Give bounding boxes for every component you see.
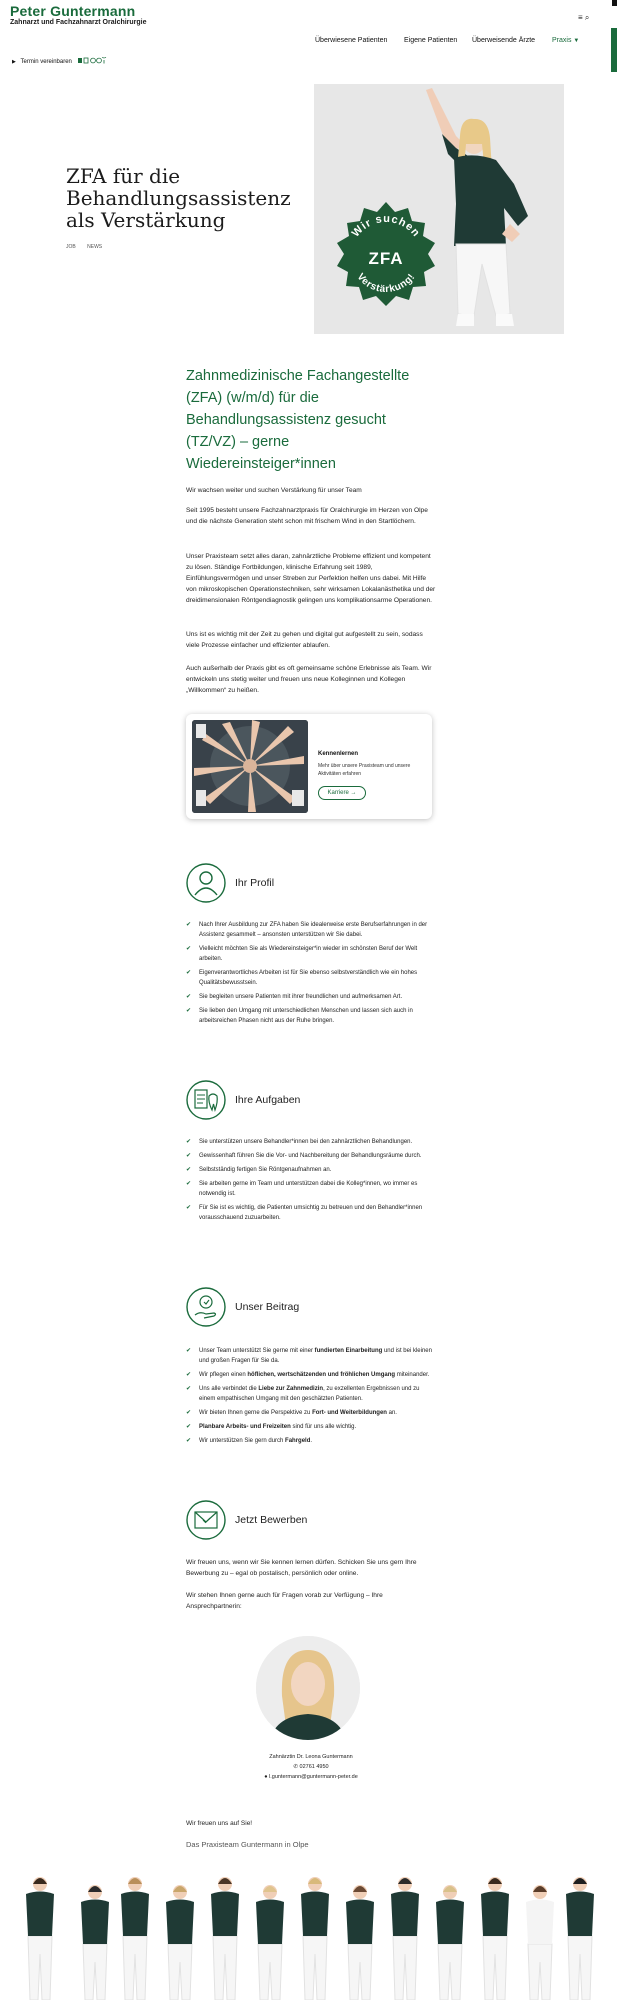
section-title-beitrag: Unser Beitrag [235, 1301, 300, 1313]
intro-paragraph-2: Seit 1995 besteht unsere Fachzahnarztpraxis für Oralchirurgie im Herzen von Olpe und die nächste Generation steht schon mit frischem Wind in den Startlöchern. [186, 507, 428, 525]
contact-icons [78, 57, 112, 64]
hero-tags [66, 244, 112, 250]
termin-label: Termin vereinbaren [20, 59, 72, 65]
bewerben-paragraph-1: Wir freuen uns, wenn wir Sie kennen lernen dürfen. Schicken Sie uns gern Ihre Bewerbung zu – egal ob postalisch, persönlich oder online. [186, 1559, 417, 1577]
intro-headline-emph: Wiedereinsteiger*innen [186, 456, 336, 472]
thanks-text: Wir freuen uns auf Sie! [186, 1820, 253, 1827]
side-accent-bar [611, 28, 617, 72]
tag-job[interactable]: JOB [66, 244, 76, 250]
wir-suchen-badge [329, 200, 443, 314]
nav-ueberwiesene-patienten[interactable]: Überwiesene Patienten [315, 37, 388, 44]
email-address: l.guntermann@guntermann-peter.de [269, 1774, 358, 1780]
section-title-bewerben: Jetzt Bewerben [235, 1514, 308, 1526]
badge-bottom-text: Verstärkung! [354, 271, 418, 296]
phone-icon: ✆ [293, 1764, 300, 1770]
play-icon: ▶ [12, 59, 16, 65]
intro-paragraph-3: Unser Praxisteam setzt alles daran, zahnärztliche Probleme effizient und kompetent zu lösen. Ständige Fortbildungen, klinische Erfahrung seit 1989, Einfühlungsvermögen und unser Streben zur Perfektion helfen uns dabei. Mit Hilfe von mikroskopischen Operationstechniken, sehr wirksamen Lokalanästhetika und der dreidimensionalen Röntgendiagnostik gelingen uns komplikationsarme Operationen. [186, 553, 436, 604]
card-title: Kennenlernen [318, 751, 359, 757]
list-item: ✔ Eigenverantwortliches Arbeiten ist für Sie ebenso selbstverständlich wie ein hohes Qualitätsbewusstsein. [186, 968, 436, 988]
team-hands-illustration [192, 720, 308, 813]
intro-paragraph-4: Uns ist es wichtig mit der Zeit zu gehen und digital gut aufgestellt zu sein, sodass viele Prozesse einfacher und effizienter ablaufen. [186, 631, 423, 649]
list-item: ✔ Nach Ihrer Ausbildung zur ZFA haben Sie idealerweise erste Berufserfahrungen in der Assistenz gesammelt – ansonsten unterstützen wir Sie dabei. [186, 920, 436, 940]
contact-portrait-illustration [256, 1636, 360, 1740]
intro-headline [186, 365, 436, 475]
team-caption: Das Praxisteam Guntermann in Olpe [186, 1840, 309, 1849]
intro-paragraph-5: Auch außerhalb der Praxis gibt es oft gemeinsame schöne Erlebnisse als Team. Wir entwickeln uns stetig weiter und freuen uns neue Kolleginnen und Kollegen „Willkommen“ zu heißen. [186, 665, 432, 694]
logo-name[interactable]: Peter Guntermann [10, 3, 136, 19]
menu-search-icons[interactable]: ≡ ⌕ [578, 13, 590, 22]
list-item: ✔ Sie begleiten unsere Patienten mit ihrer freundlichen und aufmerksamen Art. [186, 992, 436, 1002]
list-item: ✔ Wir bieten Ihnen gerne die Perspektive zu Fort- und Weiterbildungen an. [186, 1408, 436, 1418]
list-item: ✔ Sie lieben den Umgang mit unterschiedlichen Menschen und lassen sich auch in arbeitsreichen Phasen nicht aus der Ruhe bringen. [186, 1006, 436, 1026]
nav-praxis[interactable] [552, 37, 579, 44]
chevron-down-icon: ▼ [573, 38, 580, 44]
tasks-tooth-icon [186, 1080, 226, 1120]
aufgaben-list [186, 1137, 436, 1227]
benefit-hand-icon [186, 1287, 226, 1327]
list-item: ✔ Unser Team unterstützt Sie gerne mit einer fundierten Einarbeitung und ist bei kleinen und großen Fragen für Sie da. [186, 1346, 436, 1366]
team-hands-image [192, 720, 308, 813]
list-item: ✔ Wir unterstützen Sie gern durch Fahrgeld. [186, 1436, 436, 1446]
section-title-profil: Ihr Profil [235, 877, 275, 889]
contact-portrait [256, 1636, 360, 1740]
logo-subtitle: Zahnarzt und Fachzahnarzt Oralchirurgie [10, 19, 147, 26]
contact-phone[interactable] [186, 1764, 436, 1770]
bewerben-paragraph-2: Wir stehen Ihnen gerne auch für Fragen vorab zur Verfügung – Ihre Ansprechpartnerin: [186, 1592, 383, 1610]
list-item: ✔ Wir pflegen einen höflichen, wertschätzenden und fröhlichen Umgang miteinander. [186, 1370, 436, 1380]
karriere-button[interactable]: Karriere → [318, 786, 366, 800]
profil-list [186, 920, 436, 1030]
list-item: ✔ Für Sie ist es wichtig, die Patienten umsichtig zu betreuen und den Behandler*innen vorausschauend zuzuarbeiten. [186, 1203, 436, 1223]
team-photo [0, 1862, 617, 2000]
intro-paragraph-1: Wir wachsen weiter und suchen Verstärkung für unser Team [186, 487, 362, 494]
tag-news[interactable]: NEWS [87, 244, 103, 250]
nav-praxis-label: Praxis [552, 37, 572, 44]
list-item: ✔ Selbstständig fertigen Sie Röntgenaufnahmen an. [186, 1165, 436, 1175]
list-item: ✔ Uns alle verbindet die Liebe zur Zahnmedizin, zu exzellenten Ergebnissen und zu einem empathischen Umgang mit den geschätzten Patienten. [186, 1384, 436, 1404]
list-item: ✔ Sie unterstützen unsere Behandler*innen bei den zahnärztlichen Behandlungen. [186, 1137, 436, 1147]
card-text: Mehr über unsere Praxisteam und unsere Aktivitäten erfahren [318, 763, 411, 777]
section-title-aufgaben: Ihre Aufgaben [235, 1094, 301, 1106]
list-item: ✔ Vielleicht möchten Sie als Wiedereinsteiger*in wieder im schönsten Beruf der Welt arbeiten. [186, 944, 436, 964]
list-item: ✔ Planbare Arbeits- und Freizeiten sind für uns alle wichtig. [186, 1422, 436, 1432]
list-item: ✔ Sie arbeiten gerne im Team und unterstützen dabei die Kolleg*innen, wo immer es notwendig ist. [186, 1179, 436, 1199]
nav-eigene-patienten[interactable]: Eigene Patienten [404, 37, 458, 44]
badge-top-text: Wir suchen [349, 212, 423, 240]
phone-number: 02761 4950 [299, 1764, 329, 1770]
badge-mid-text: ZFA [368, 249, 404, 268]
termin-button[interactable] [12, 57, 112, 65]
envelope-icon [186, 1500, 226, 1540]
page-title: ZFA für die Behandlungsassistenz als Verstärkung [66, 164, 291, 232]
kennenlernen-card [186, 714, 432, 819]
contact-name: Zahnärztin Dr. Leona Guntermann [269, 1754, 353, 1760]
intro-headline-main: Zahnmedizinische Fachangestellte (ZFA) (w/m/d) für die Behandlungsassistenz gesucht (TZ/VZ) – gerne [186, 368, 410, 450]
profile-icon [186, 863, 226, 903]
list-item: ✔ Gewissenhaft führen Sie die Vor- und Nachbereitung der Behandlungsräume durch. [186, 1151, 436, 1161]
nav-ueberweisende-aerzte[interactable]: Überweisende Ärzte [472, 37, 536, 44]
email-icon: ● [264, 1774, 270, 1780]
top-corner-marker [612, 0, 617, 6]
beitrag-list [186, 1346, 436, 1450]
contact-email[interactable] [186, 1774, 436, 1780]
